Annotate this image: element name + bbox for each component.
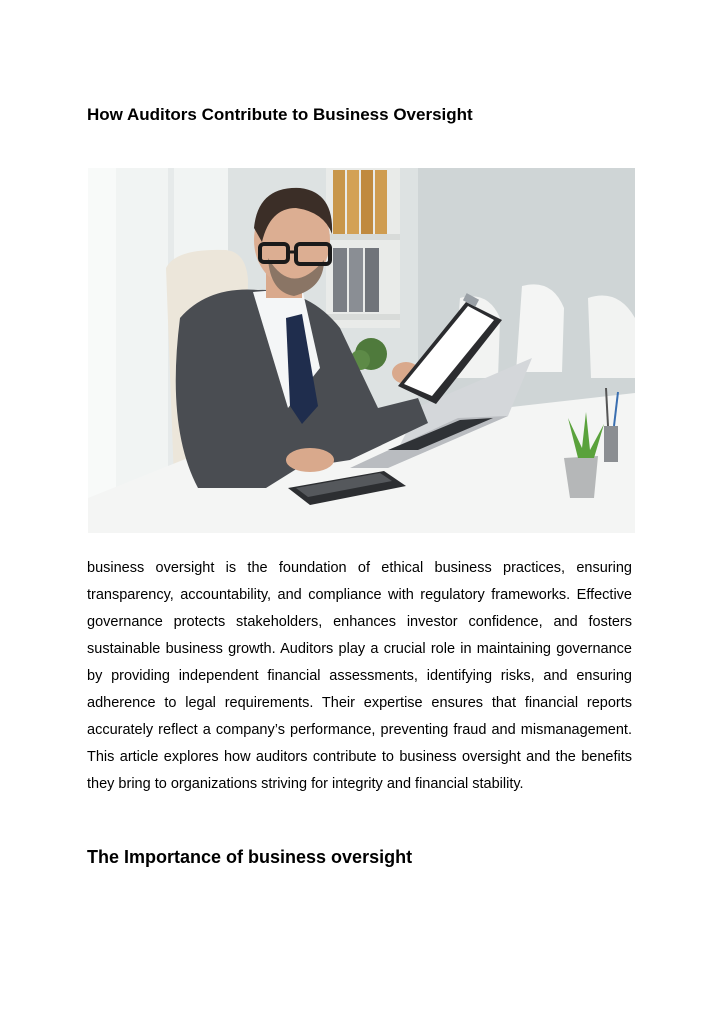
body-paragraph: business oversight is the foundation of ethical business practices, ensuring transparency, accountability, and compliance with regulatory frameworks. Effective governance protects stakeholders, enhances investor confidence, and fosters sustainable business growth. Auditors play a crucial role in maintaining governance by providing independent financial assessments, identifying risks, and ensuring adherence to legal requirements. Their expertise ensures that financial reports accurately reflect a company’s performance, preventing fraud and mismanagement. This article explores how auditors contribute to business oversight and the benefits they bring to organizations striving for integrity and financial stability. bbox=[87, 560, 632, 792]
auditor-at-desk-photo bbox=[88, 168, 635, 533]
document-title: How Auditors Contribute to Business Oversight bbox=[87, 105, 473, 124]
section-heading: The Importance of business oversight bbox=[87, 847, 413, 867]
